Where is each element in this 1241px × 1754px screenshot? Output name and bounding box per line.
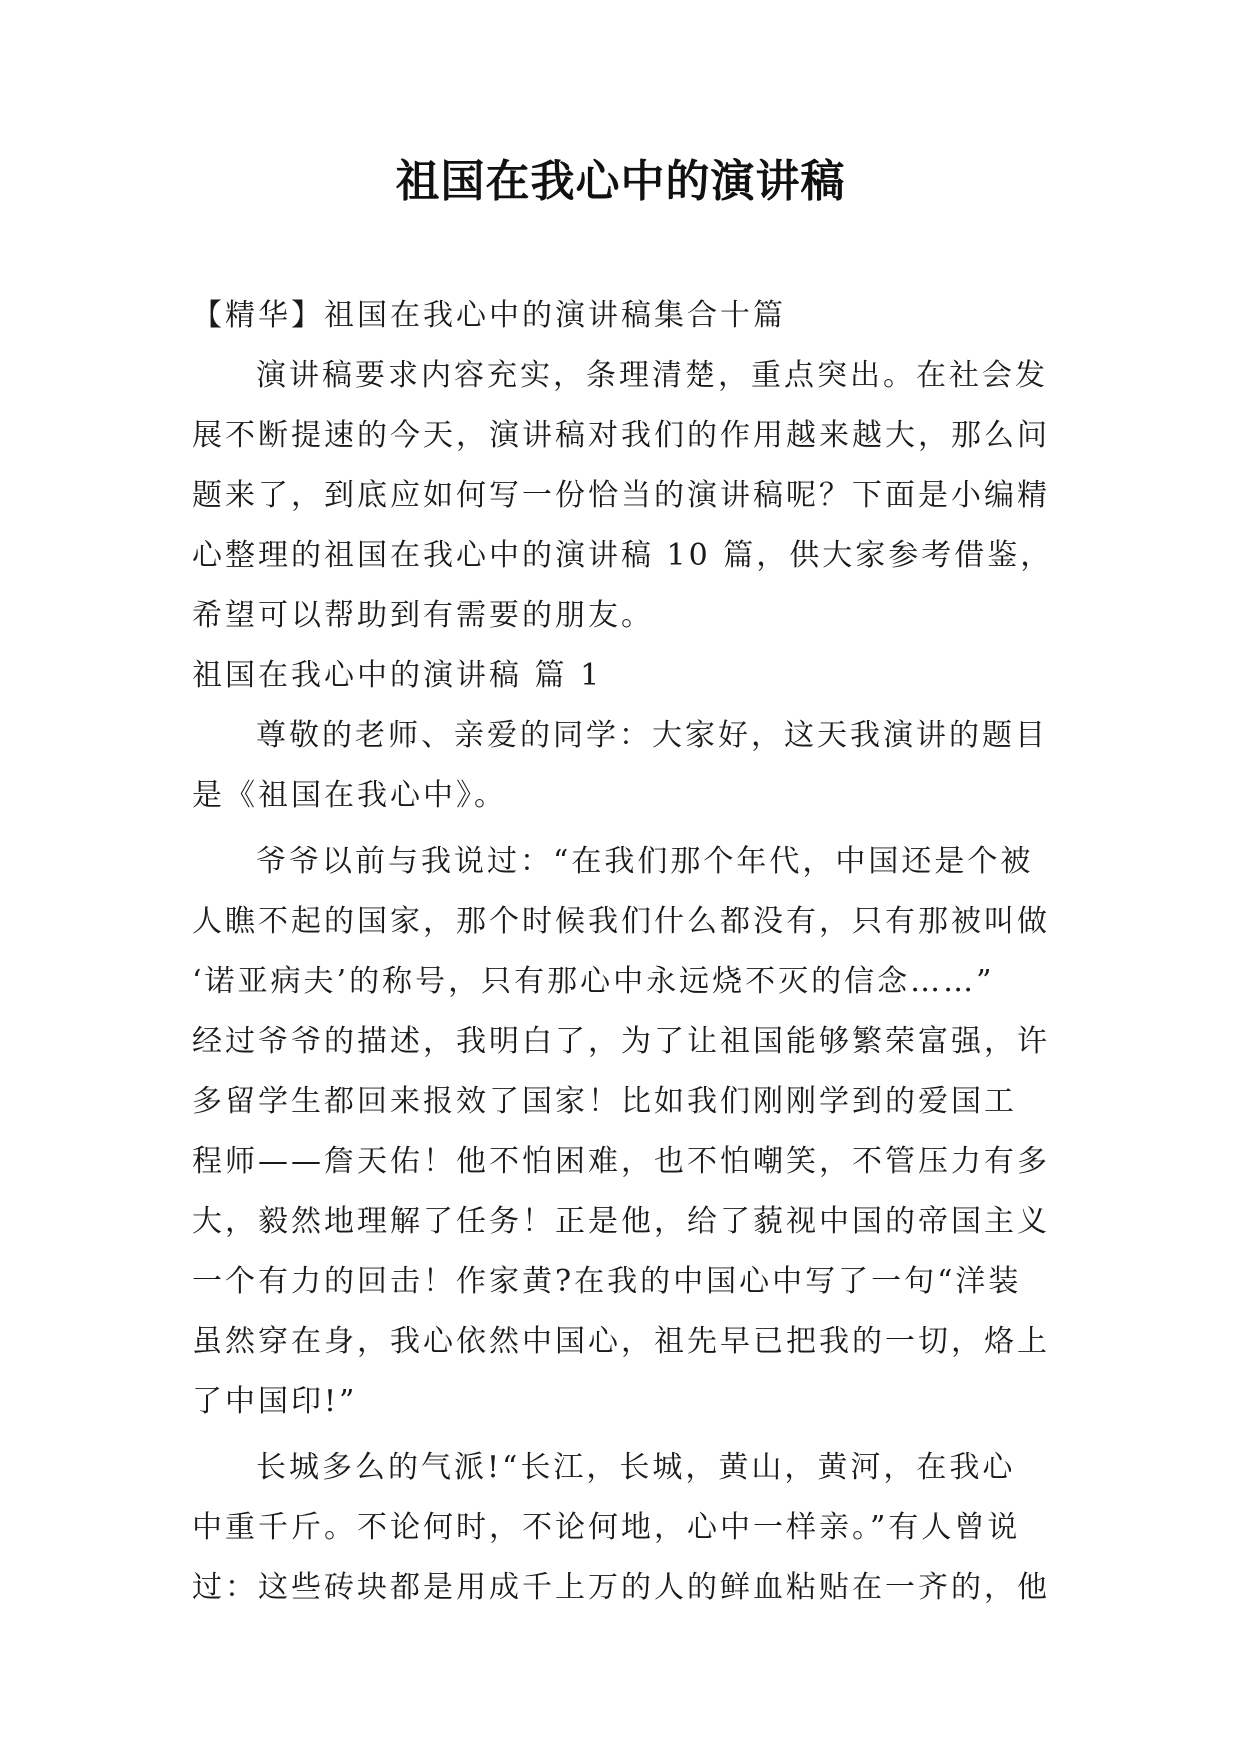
paragraph-line: 希望可以帮助到有需要的朋友。 [192, 598, 654, 633]
paragraph-line: 心整理的祖国在我心中的演讲稿 10 篇，供大家参考借鉴， [192, 538, 1054, 573]
paragraph-line: 尊敬的老师、亲爱的同学：大家好，这天我演讲的题目 [256, 718, 1048, 753]
document-body [192, 286, 1064, 1618]
paragraph-line: 大，毅然地理解了任务！正是他，给了藐视中国的帝国主义 [192, 1204, 1050, 1239]
paragraph-line: 展不断提速的今天，演讲稿对我们的作用越来越大，那么问 [192, 418, 1050, 453]
paragraph-line: 人瞧不起的国家，那个时候我们什么都没有，只有那被叫做 [192, 904, 1050, 939]
paragraph-line: 中重千斤。不论何时，不论何地，心中一样亲。”有人曾说 [192, 1510, 1021, 1545]
page-title: 祖国在我心中的演讲稿 [395, 156, 846, 207]
paragraph-line: 一个有力的回击！作家黄?在我的中国心中写了一句“洋装 [192, 1264, 1022, 1299]
intro-heading: 【精华】祖国在我心中的演讲稿集合十篇 [192, 298, 786, 333]
paragraph-line: 多留学生都回来报效了国家！比如我们刚刚学到的爱国工 [192, 1084, 1017, 1119]
paragraph-line: 了中国印!” [192, 1384, 358, 1419]
section-heading: 祖国在我心中的演讲稿 篇 1 [192, 658, 603, 693]
paragraph-line: 过：这些砖块都是用成千上万的人的鲜血粘贴在一齐的，他 [192, 1570, 1050, 1605]
paragraph-line: 演讲稿要求内容充实，条理清楚，重点突出。在社会发 [256, 358, 1048, 393]
paragraph-line: 虽然穿在身，我心依然中国心，祖先早已把我的一切，烙上 [192, 1324, 1050, 1359]
paragraph-line: 经过爷爷的描述，我明白了，为了让祖国能够繁荣富强，许 [192, 1024, 1050, 1059]
paragraph-line: 长城多么的气派!“长江，长城，黄山，黄河，在我心 [256, 1450, 1016, 1485]
paragraph-line: 程师——詹天佑！他不怕困难，也不怕嘲笑，不管压力有多 [192, 1144, 1050, 1179]
paragraph-line: 题来了，到底应如何写一份恰当的演讲稿呢？下面是小编精 [192, 478, 1050, 513]
paragraph-line: 爷爷以前与我说过：“在我们那个年代，中国还是个被 [256, 844, 1034, 879]
paragraph-line: 是《祖国在我心中》。 [192, 778, 507, 813]
paragraph-line: ‘诺亚病夫’的称号，只有那心中永远烧不灭的信念……” [192, 964, 995, 999]
